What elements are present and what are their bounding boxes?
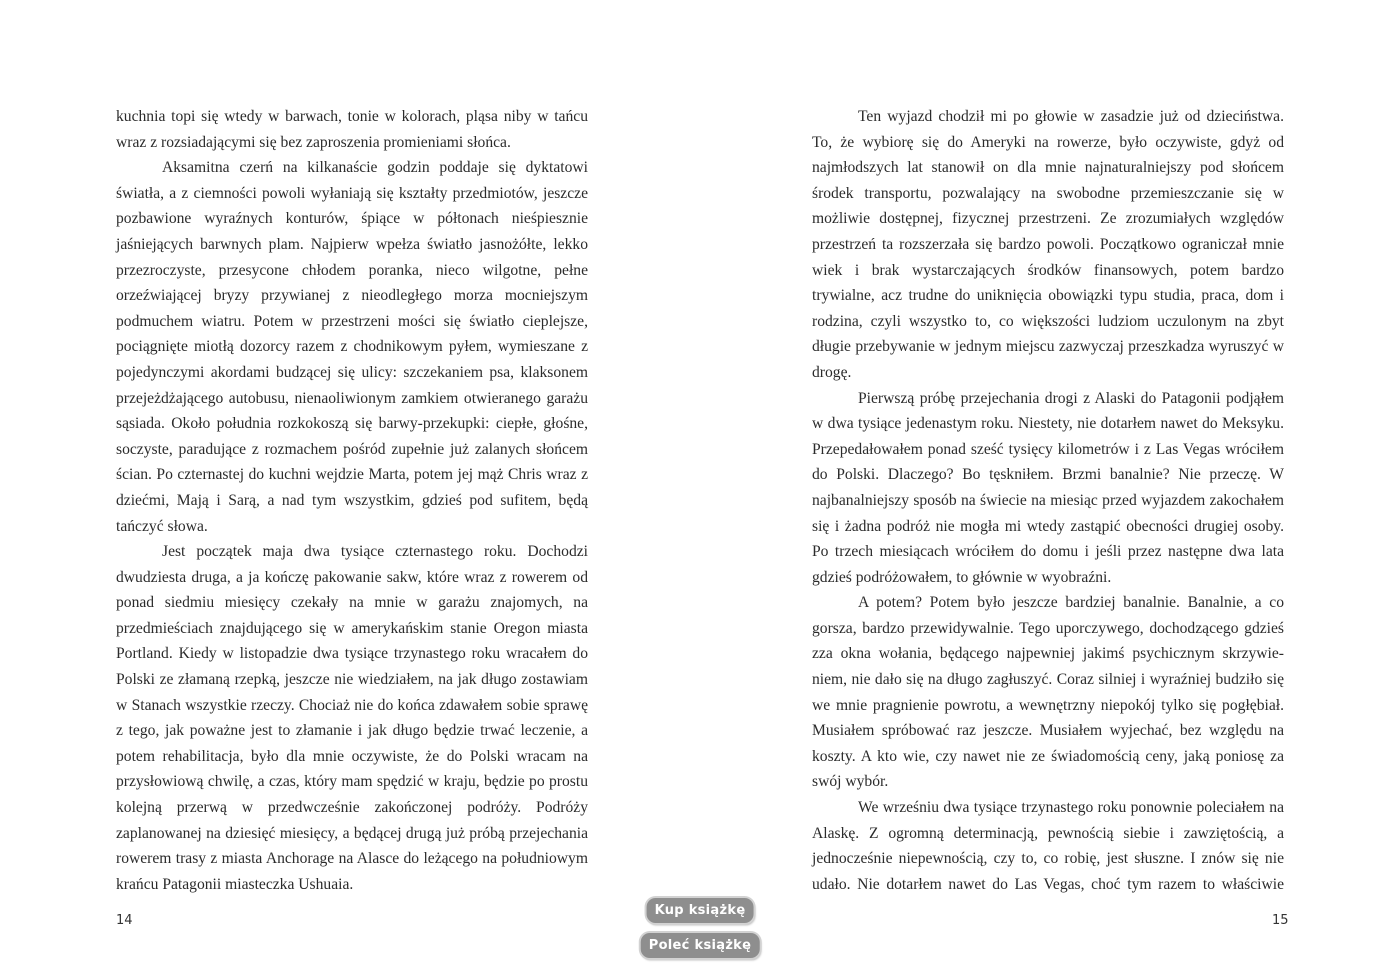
paragraph: Aksamitna czerń na kilkanaście godzin poddaje się dyktatowi światła, a z ciemności powoli wyłaniają się kształty przedmiotów, jeszcze pozbawione wyraźnych konturów, śpiące w półtonach nieśpiesznie jaśniejących barwnych plam. Najpierw wpełza światło jasnożółte, lekko przezroczyste, przesycone chłodem poranka, nieco wilgotne, pełne orzeźwiającej bryzy przywianej z nieodległego morza mocniejszym podmuchem wiatru. Potem w przestrzeni mości się światło cieplejsze, pociągnięte miotłą dozorcy razem z chodnikowym pyłem, wymieszane z pojedynczymi akordami budzącej się ulicy: szczekaniem psa, klaksonem przejeżdżającego autobusu, nienaoliwionym zamkiem otwieranego garażu sąsiada. Około południa rozkokoszą się barwy-przekupki: ciepłe, głośne, soczyste, paradujące z rozmachem pośród zupełnie już zalanych słońcem ścian. Po czternastej do kuchni wejdzie Marta, potem jej mąż Chris wraz z dziećmi, Mają i Sarą, a nad tym wszystkim, gdzieś pod sufitem, będą tańczyć słowa. [116, 159, 588, 535]
paragraph: We wrześniu dwa tysiące trzynastego roku ponownie poleciałem na Alaskę. Z ogromną determinacją, pewnością siebie i zawziętością, a jednocześnie niepewnością, czy to, co robię, jest słuszne. I znów się nie udało. Nie dotarłem nawet do Las Vegas, choć tym razem to właściwie [812, 799, 1284, 893]
page-number-right: 15 [1272, 913, 1289, 928]
paragraph: A potem? Potem było jeszcze bardziej banalnie. Banalnie, a co gorsza, bardzo przewidywalnie. Tego uporczywego, dochodzącego gdzieś zza okna wołania, będącego najpewniej jakimś psychicznym skrzywieniem, nie dało się na długo zagłuszyć. Coraz silniej i wyraźniej budziło się we mnie pragnienie powrotu, a wewnętrzny niepokój tylko się pogłębiał. Musiałem spróbować raz jeszcze. Musiałem wyjechać, bez względu na koszty. A kto wie, czy nawet nie ze świadomością ceny, jaką poniosę za swój wybór. [812, 594, 1284, 791]
paragraph: kuchnia topi się wtedy w barwach, tonie w kolorach, pląsa niby w tańcu wraz z rozsiadającymi się bez zaproszenia promieniami słońca. [116, 108, 588, 151]
right-page-text [812, 104, 1284, 897]
paragraph: Jest początek maja dwa tysiące czternastego roku. Dochodzi dwudziesta druga, a ja kończę pakowanie sakw, które wraz z rowerem od ponad siedmiu miesięcy czekały na mnie w garażu znajomych, na przedmieściach znajdującego się w amerykańskim stanie Oregon miasta Portland. Kiedy w listopadzie dwa tysiące trzynastego roku wracałem do Polski ze złamaną rzepką, jeszcze nie wiedziałem, na jak długo zostawiam w Stanach wszystkie rzeczy. Chociaż nie do końca zdawałem sobie sprawę z tego, jak poważne jest to złamanie i jak długo będzie trwać leczenie, a potem rehabilitacja, było dla mnie oczywiste, że do Polski wracam na przysłowiową chwilę, a czas, który mam spędzić w kraju, będzie po prostu kolejną przerwą w przedwcześnie zakończonej podróży. Podróży zaplanowanej na dziesięć miesięcy, a będącej drugą już próbą przejechania rowerem trasy z miasta Anchorage na Alasce do leżącego na południowym krańcu Patagonii miasteczka Ushuaia. [116, 543, 588, 893]
buy-book-button[interactable]: Kup książkę [647, 898, 754, 923]
paragraph: Ten wyjazd chodził mi po głowie w zasadzie już od dzieciństwa. To, że wybiorę się do Ameryki na rowerze, było oczywiste, gdyż od najmłodszych lat stanowił on dla mnie najnaturalniejszy pod słońcem środek transportu, pozwalający na swobodne przemieszczanie się w możliwie dostępnej, fizycznej przestrzeni. Ze zrozumiałych względów przestrzeń ta rozszerzała się bardzo powoli. Początkowo ograniczał mnie wiek i brak wystarczających środków finansowych, potem bardzo trywialne, acz trudne do uniknięcia obowiązki typu studia, praca, dom i rodzina, czyli wszystko to, co większości ludziom uczulonym na zbyt długie przebywanie w jednym miejscu zazwyczaj przeszkadza wyruszyć w drogę. [812, 108, 1284, 381]
paragraph: Pierwszą próbę przejechania drogi z Alaski do Patagonii podjąłem w dwa tysiące jedenastym roku. Niestety, nie dotarłem nawet do Meksyku. Przepedałowałem ponad sześć tysięcy kilometrów i z Las Vegas wróciłem do Polski. Dlaczego? Bo tęskniłem. Brzmi banalnie? Nie przeczę. W najbanalniejszy sposób na świecie na miesiąc przed wyjazdem zakochałem się i żadna podróż nie mogła mi wtedy zastąpić obecności drugiej osoby. Po trzech miesiącach wróciłem do domu i jeśli przez następne dwa lata gdzieś podróżowałem, to głównie w wyobraźni. [812, 389, 1284, 586]
left-page-text [116, 104, 588, 897]
recommend-book-button[interactable]: Poleć książkę [641, 933, 760, 958]
page-number-left: 14 [116, 913, 133, 928]
